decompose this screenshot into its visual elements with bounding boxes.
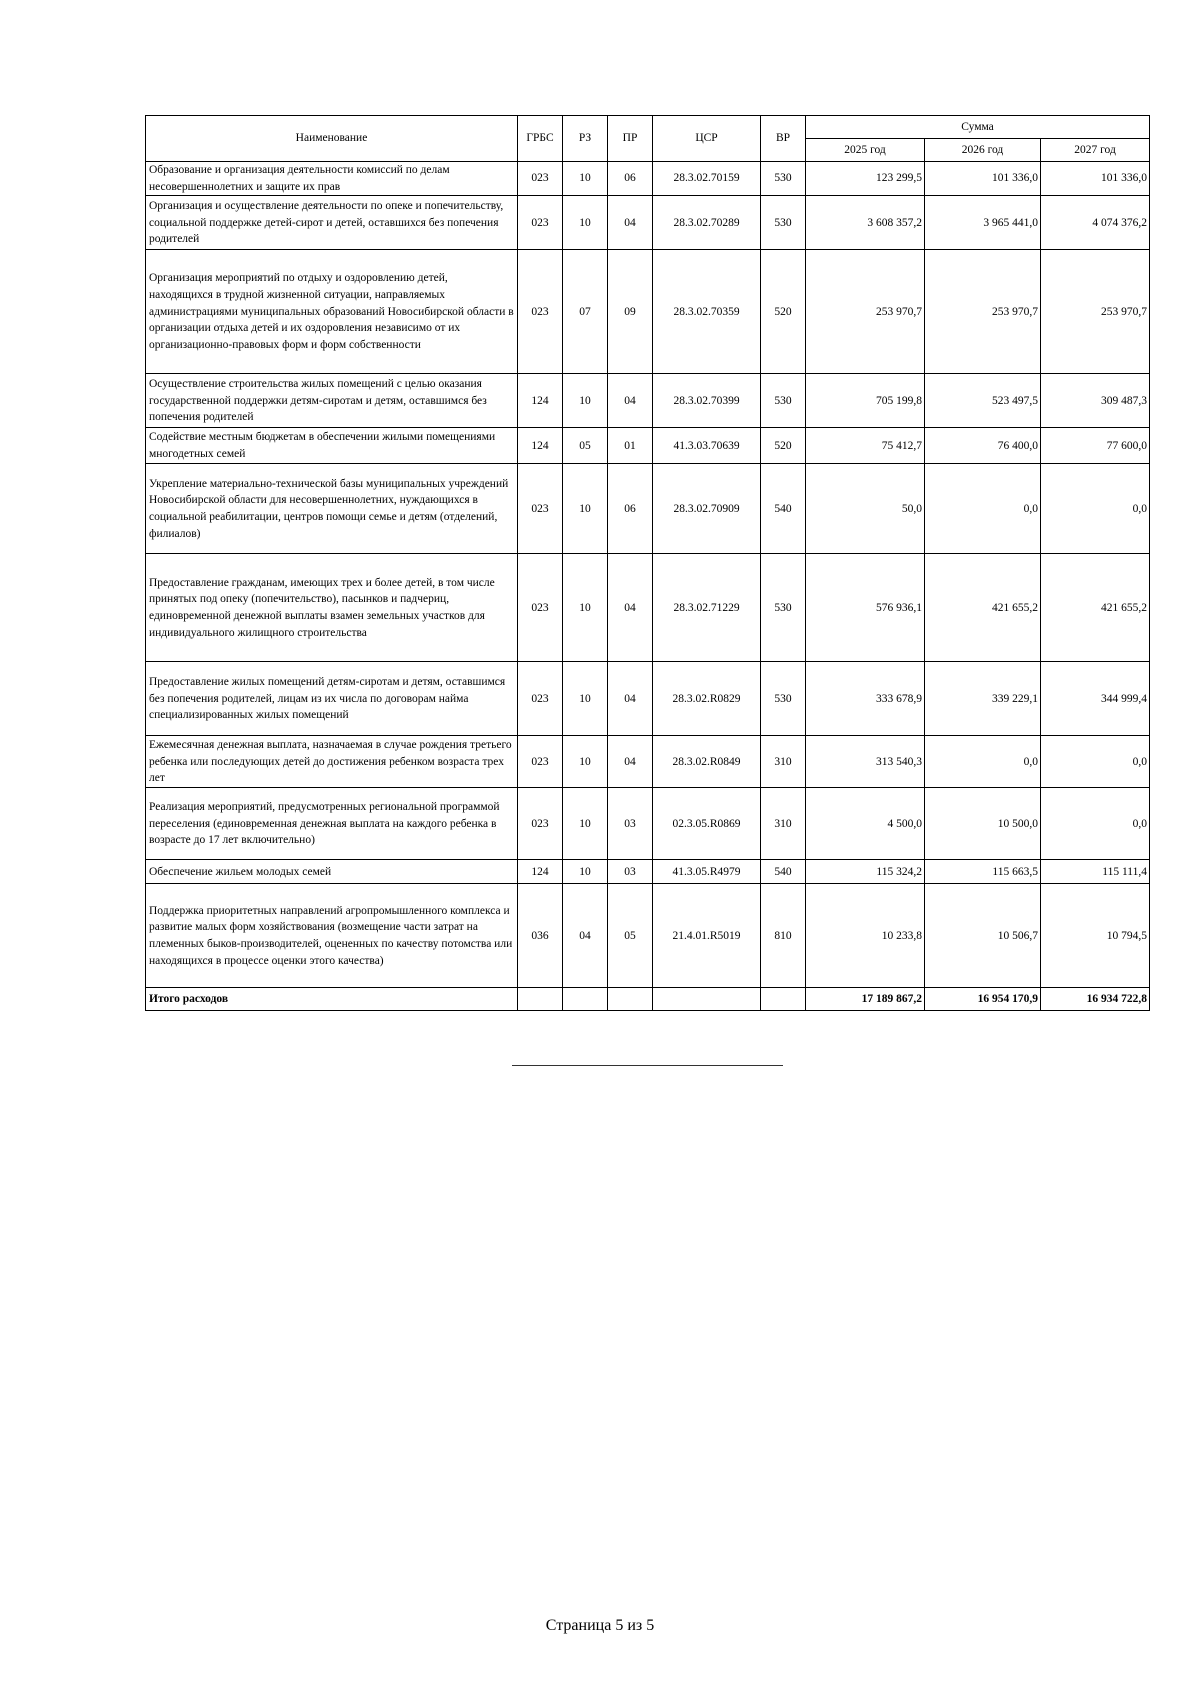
row-amount-2025: 75 412,7 [806, 428, 925, 464]
row-grbs: 023 [518, 736, 563, 788]
row-amount-2025: 705 199,8 [806, 374, 925, 428]
row-rz: 10 [563, 374, 608, 428]
row-csr: 41.3.05.R4979 [653, 860, 761, 884]
row-vr: 810 [761, 884, 806, 988]
row-pr: 04 [608, 662, 653, 736]
table-row [146, 662, 1150, 736]
header-grbs: ГРБС [518, 116, 563, 162]
row-vr: 520 [761, 428, 806, 464]
row-vr: 310 [761, 788, 806, 860]
header-year-2026: 2026 год [925, 139, 1041, 162]
header-name: Наименование [146, 116, 518, 162]
row-csr: 28.3.02.R0829 [653, 662, 761, 736]
row-vr: 530 [761, 554, 806, 662]
row-amount-2025: 115 324,2 [806, 860, 925, 884]
row-amount-2025: 123 299,5 [806, 162, 925, 196]
total-2026: 16 954 170,9 [925, 988, 1041, 1011]
row-grbs: 023 [518, 196, 563, 250]
total-empty-cell [608, 988, 653, 1011]
row-csr: 28.3.02.70289 [653, 196, 761, 250]
row-amount-2027: 0,0 [1041, 788, 1150, 860]
row-grbs: 023 [518, 554, 563, 662]
row-pr: 09 [608, 250, 653, 374]
row-amount-2025: 50,0 [806, 464, 925, 554]
header-pr: ПР [608, 116, 653, 162]
row-pr: 05 [608, 884, 653, 988]
row-rz: 07 [563, 250, 608, 374]
table-row [146, 788, 1150, 860]
total-empty-cell [563, 988, 608, 1011]
row-amount-2027: 101 336,0 [1041, 162, 1150, 196]
table-row [146, 196, 1150, 250]
row-amount-2026: 76 400,0 [925, 428, 1041, 464]
table-row [146, 428, 1150, 464]
row-amount-2025: 576 936,1 [806, 554, 925, 662]
table-body [146, 162, 1150, 988]
row-amount-2025: 253 970,7 [806, 250, 925, 374]
row-amount-2025: 3 608 357,2 [806, 196, 925, 250]
row-amount-2027: 344 999,4 [1041, 662, 1150, 736]
row-rz: 10 [563, 162, 608, 196]
row-amount-2026: 523 497,5 [925, 374, 1041, 428]
row-csr: 28.3.02.70159 [653, 162, 761, 196]
row-vr: 540 [761, 860, 806, 884]
header-sum: Сумма [806, 116, 1150, 139]
row-amount-2026: 0,0 [925, 736, 1041, 788]
row-amount-2027: 10 794,5 [1041, 884, 1150, 988]
row-amount-2026: 10 500,0 [925, 788, 1041, 860]
row-grbs: 124 [518, 374, 563, 428]
row-vr: 310 [761, 736, 806, 788]
row-name: Содействие местным бюджетам в обеспечении жилыми помещениями многодетных семей [146, 428, 518, 464]
page-number: Страница 5 из 5 [545, 1617, 655, 1634]
row-pr: 06 [608, 162, 653, 196]
row-amount-2027: 0,0 [1041, 736, 1150, 788]
row-vr: 540 [761, 464, 806, 554]
row-rz: 10 [563, 788, 608, 860]
row-grbs: 023 [518, 250, 563, 374]
table-row [146, 162, 1150, 196]
row-name: Образование и организация деятельности комиссий по делам несовершеннолетних и защите их прав [146, 162, 518, 196]
row-amount-2027: 0,0 [1041, 464, 1150, 554]
row-grbs: 124 [518, 428, 563, 464]
row-grbs: 023 [518, 162, 563, 196]
row-csr: 28.3.02.70359 [653, 250, 761, 374]
row-rz: 05 [563, 428, 608, 464]
divider-line [512, 1065, 783, 1066]
total-row [146, 988, 1150, 1011]
row-csr: 41.3.03.70639 [653, 428, 761, 464]
row-amount-2025: 333 678,9 [806, 662, 925, 736]
row-amount-2026: 0,0 [925, 464, 1041, 554]
row-csr: 21.4.01.R5019 [653, 884, 761, 988]
row-amount-2026: 421 655,2 [925, 554, 1041, 662]
row-csr: 28.3.02.71229 [653, 554, 761, 662]
row-pr: 03 [608, 860, 653, 884]
row-vr: 530 [761, 196, 806, 250]
row-grbs: 023 [518, 788, 563, 860]
total-label: Итого расходов [146, 988, 518, 1011]
row-name: Укрепление материально-технической базы муниципальных учреждений Новосибирской области для несовершеннолетних, нуждающихся в социальной реабилитации, центров помощи семье и детям (отделений, филиалов) [146, 464, 518, 554]
row-amount-2026: 253 970,7 [925, 250, 1041, 374]
total-2025: 17 189 867,2 [806, 988, 925, 1011]
row-vr: 520 [761, 250, 806, 374]
row-name: Осуществление строительства жилых помещений с целью оказания государственной поддержки детям-сиротам и детям, оставшимся без попечения родителей [146, 374, 518, 428]
row-grbs: 023 [518, 464, 563, 554]
header-vr: ВР [761, 116, 806, 162]
total-empty-cell [518, 988, 563, 1011]
total-empty-cell [761, 988, 806, 1011]
row-amount-2027: 421 655,2 [1041, 554, 1150, 662]
row-grbs: 023 [518, 662, 563, 736]
row-amount-2027: 77 600,0 [1041, 428, 1150, 464]
row-amount-2027: 115 111,4 [1041, 860, 1150, 884]
row-amount-2027: 253 970,7 [1041, 250, 1150, 374]
row-amount-2026: 101 336,0 [925, 162, 1041, 196]
row-amount-2026: 10 506,7 [925, 884, 1041, 988]
row-rz: 04 [563, 884, 608, 988]
row-amount-2027: 309 487,3 [1041, 374, 1150, 428]
row-pr: 03 [608, 788, 653, 860]
header-year-2025: 2025 год [806, 139, 925, 162]
row-name: Ежемесячная денежная выплата, назначаемая в случае рождения третьего ребенка или последующих детей до достижения ребенком возраста трех лет [146, 736, 518, 788]
row-csr: 28.3.02.R0849 [653, 736, 761, 788]
row-csr: 28.3.02.70399 [653, 374, 761, 428]
row-amount-2026: 3 965 441,0 [925, 196, 1041, 250]
row-vr: 530 [761, 662, 806, 736]
total-2027: 16 934 722,8 [1041, 988, 1150, 1011]
row-rz: 10 [563, 464, 608, 554]
header-year-2027: 2027 год [1041, 139, 1150, 162]
row-pr: 04 [608, 374, 653, 428]
row-amount-2027: 4 074 376,2 [1041, 196, 1150, 250]
row-csr: 02.3.05.R0869 [653, 788, 761, 860]
row-rz: 10 [563, 662, 608, 736]
row-name: Реализация мероприятий, предусмотренных региональной программой переселения (единовременная денежная выплата на каждого ребенка в возрасте до 17 лет включительно) [146, 788, 518, 860]
row-rz: 10 [563, 860, 608, 884]
row-name: Обеспечение жильем молодых семей [146, 860, 518, 884]
row-amount-2026: 115 663,5 [925, 860, 1041, 884]
row-name: Организация мероприятий по отдыху и оздоровлению детей, находящихся в трудной жизненной ситуации, направляемых администрациями муниципальных образований Новосибирской области в организации отдыха детей и их оздоровления независимо от их организационно-правовых форм и форм собственности [146, 250, 518, 374]
row-csr: 28.3.02.70909 [653, 464, 761, 554]
row-name: Поддержка приоритетных направлений агропромышленного комплекса и развитие малых форм хозяйствования (возмещение части затрат на племенных быков-производителей, оцененных по качеству потомства или находящихся в процессе оценки этого качества) [146, 884, 518, 988]
row-grbs: 036 [518, 884, 563, 988]
row-vr: 530 [761, 374, 806, 428]
table-row [146, 884, 1150, 988]
row-name: Организация и осуществление деятельности по опеке и попечительству, социальной поддержке детей-сирот и детей, оставшихся без попечения родителей [146, 196, 518, 250]
row-pr: 04 [608, 736, 653, 788]
row-amount-2025: 4 500,0 [806, 788, 925, 860]
total-empty-cell [653, 988, 761, 1011]
table-row [146, 860, 1150, 884]
row-name: Предоставление жилых помещений детям-сиротам и детям, оставшимся без попечения родителей, лицам из их числа по договорам найма специализированных жилых помещений [146, 662, 518, 736]
table-row [146, 464, 1150, 554]
row-vr: 530 [761, 162, 806, 196]
header-rz: РЗ [563, 116, 608, 162]
row-amount-2025: 313 540,3 [806, 736, 925, 788]
row-rz: 10 [563, 736, 608, 788]
row-grbs: 124 [518, 860, 563, 884]
row-amount-2026: 339 229,1 [925, 662, 1041, 736]
row-pr: 06 [608, 464, 653, 554]
row-rz: 10 [563, 554, 608, 662]
table-row [146, 736, 1150, 788]
row-amount-2025: 10 233,8 [806, 884, 925, 988]
table-row [146, 554, 1150, 662]
row-rz: 10 [563, 196, 608, 250]
row-name: Предоставление гражданам, имеющих трех и более детей, в том числе принятых под опеку (попечительство), пасынков и падчериц, единовременной денежной выплаты взамен земельных участков для индивидуального жилищного строительства [146, 554, 518, 662]
header-csr: ЦСР [653, 116, 761, 162]
row-pr: 04 [608, 196, 653, 250]
table-row [146, 374, 1150, 428]
row-pr: 04 [608, 554, 653, 662]
table-row [146, 250, 1150, 374]
budget-table [145, 115, 1150, 1011]
row-pr: 01 [608, 428, 653, 464]
